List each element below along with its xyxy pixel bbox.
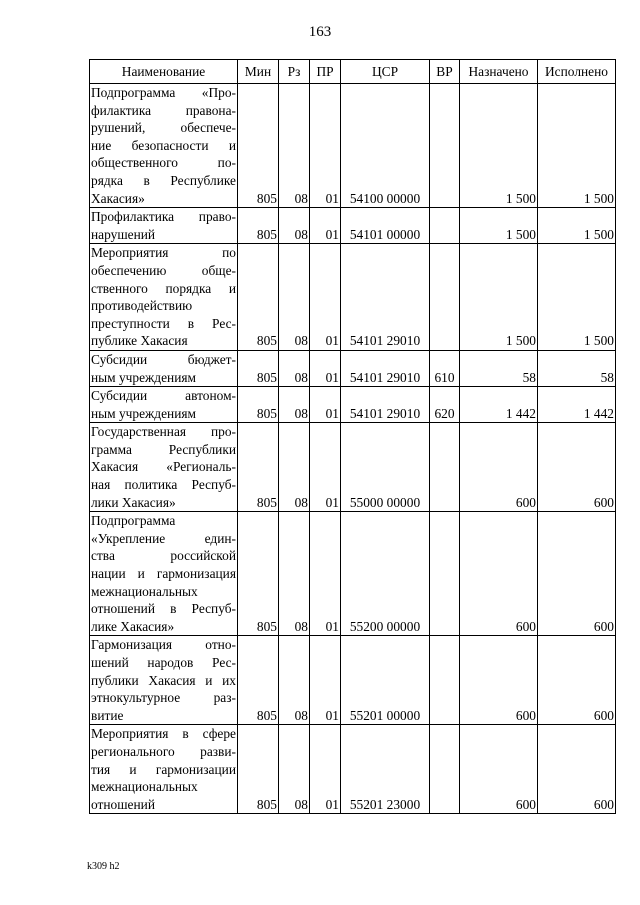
budget-table bbox=[89, 59, 616, 814]
row-min-cell: 805 bbox=[238, 350, 279, 386]
row-name-line: рядка в Республике bbox=[91, 172, 236, 188]
row-min-cell: 805 bbox=[238, 387, 279, 423]
row-vr-cell: 610 bbox=[430, 350, 460, 386]
row-name-line: преступности в Рес- bbox=[91, 315, 236, 331]
row-rz-cell: 08 bbox=[279, 244, 310, 351]
row-csr-cell: 54101 29010 bbox=[341, 387, 430, 423]
row-name-line: ние безопасности и bbox=[91, 137, 236, 153]
row-assigned-cell: 1 442 bbox=[460, 387, 538, 423]
row-name-line: нации и гармонизация bbox=[91, 566, 236, 582]
row-name-line: ная политика Респуб- bbox=[91, 477, 236, 493]
row-name-line: витие bbox=[91, 707, 124, 723]
row-name-line: «Укрепление един- bbox=[91, 530, 236, 546]
row-assigned-cell: 600 bbox=[460, 725, 538, 814]
table-row bbox=[90, 725, 616, 814]
row-name-line: ным учреждениям bbox=[91, 405, 197, 421]
row-rz-cell: 08 bbox=[279, 387, 310, 423]
row-name-line: Подпрограмма «Про- bbox=[91, 85, 236, 100]
row-name-line: отношений в Респуб- bbox=[91, 601, 236, 617]
table-row bbox=[90, 244, 616, 351]
row-min-cell: 805 bbox=[238, 725, 279, 814]
row-assigned-cell: 58 bbox=[460, 350, 538, 386]
row-pr-cell: 01 bbox=[310, 208, 341, 244]
row-name-line: филактика правона- bbox=[91, 102, 236, 118]
row-name-line: Государственная про- bbox=[91, 424, 236, 440]
row-assigned-cell: 600 bbox=[460, 423, 538, 512]
row-name-cell bbox=[90, 512, 238, 636]
row-name-cell bbox=[90, 84, 238, 208]
row-name-line: этнокультурное раз- bbox=[91, 690, 236, 706]
row-name-line: рушений, обеспече- bbox=[91, 120, 236, 136]
row-name-line: лики Хакасия» bbox=[91, 494, 176, 510]
row-executed-cell: 58 bbox=[538, 350, 616, 386]
header-min: Мин bbox=[238, 60, 279, 84]
row-min-cell: 805 bbox=[238, 244, 279, 351]
row-name-line: публики Хакасия и их bbox=[91, 672, 236, 688]
row-csr-cell: 54100 00000 bbox=[341, 84, 430, 208]
row-vr-cell: 620 bbox=[430, 387, 460, 423]
table-row bbox=[90, 636, 616, 725]
row-name-cell bbox=[90, 208, 238, 244]
row-executed-cell: 600 bbox=[538, 512, 616, 636]
row-name-cell bbox=[90, 423, 238, 512]
row-vr-cell bbox=[430, 512, 460, 636]
row-assigned-cell: 600 bbox=[460, 512, 538, 636]
row-min-cell: 805 bbox=[238, 208, 279, 244]
row-pr-cell: 01 bbox=[310, 512, 341, 636]
table-row bbox=[90, 387, 616, 423]
row-name-line: общественного по- bbox=[91, 155, 236, 171]
row-name-line: публике Хакасия bbox=[91, 333, 188, 349]
row-name-line: ным учреждениям bbox=[91, 369, 197, 385]
row-min-cell: 805 bbox=[238, 84, 279, 208]
row-pr-cell: 01 bbox=[310, 423, 341, 512]
row-name-cell bbox=[90, 244, 238, 351]
table-row bbox=[90, 512, 616, 636]
row-assigned-cell: 1 500 bbox=[460, 84, 538, 208]
row-csr-cell: 55201 00000 bbox=[341, 636, 430, 725]
row-pr-cell: 01 bbox=[310, 84, 341, 208]
row-name-line: тия и гармонизации bbox=[91, 761, 236, 777]
row-min-cell: 805 bbox=[238, 512, 279, 636]
row-assigned-cell: 1 500 bbox=[460, 208, 538, 244]
table-row bbox=[90, 423, 616, 512]
row-executed-cell: 1 442 bbox=[538, 387, 616, 423]
row-rz-cell: 08 bbox=[279, 84, 310, 208]
header-vr: ВР bbox=[430, 60, 460, 84]
row-name-line: Субсидии автоном- bbox=[91, 388, 236, 404]
row-name-line: грамма Республики bbox=[91, 441, 236, 457]
row-csr-cell: 55200 00000 bbox=[341, 512, 430, 636]
row-vr-cell bbox=[430, 423, 460, 512]
row-name-line: регионального разви- bbox=[91, 743, 236, 759]
row-name-line: Гармонизация отно- bbox=[91, 637, 236, 653]
header-assigned: Назначено bbox=[460, 60, 538, 84]
row-name-line: Подпрограмма bbox=[91, 513, 176, 529]
page-number: 163 bbox=[308, 24, 332, 40]
row-executed-cell: 600 bbox=[538, 423, 616, 512]
table-header-row bbox=[90, 60, 616, 84]
row-name-line: Субсидии бюджет- bbox=[91, 351, 236, 367]
row-name-line: обеспечению обще- bbox=[91, 262, 236, 278]
row-csr-cell: 54101 29010 bbox=[341, 350, 430, 386]
row-executed-cell: 1 500 bbox=[538, 208, 616, 244]
row-name-line: Мероприятия в сфере bbox=[91, 726, 236, 742]
row-rz-cell: 08 bbox=[279, 725, 310, 814]
row-assigned-cell: 600 bbox=[460, 636, 538, 725]
row-rz-cell: 08 bbox=[279, 208, 310, 244]
row-pr-cell: 01 bbox=[310, 350, 341, 386]
row-csr-cell: 54101 29010 bbox=[341, 244, 430, 351]
row-name-line: шений народов Рес- bbox=[91, 655, 236, 670]
row-executed-cell: 1 500 bbox=[538, 244, 616, 351]
header-pr: ПР bbox=[310, 60, 341, 84]
row-name-cell bbox=[90, 725, 238, 814]
row-csr-cell: 55201 23000 bbox=[341, 725, 430, 814]
table-row bbox=[90, 350, 616, 386]
row-executed-cell: 600 bbox=[538, 636, 616, 725]
table-body bbox=[90, 84, 616, 814]
row-executed-cell: 600 bbox=[538, 725, 616, 814]
header-csr: ЦСР bbox=[341, 60, 430, 84]
row-name-cell bbox=[90, 636, 238, 725]
header-executed: Исполнено bbox=[538, 60, 616, 84]
row-executed-cell: 1 500 bbox=[538, 84, 616, 208]
row-vr-cell bbox=[430, 725, 460, 814]
row-pr-cell: 01 bbox=[310, 387, 341, 423]
row-name-line: ства российской bbox=[91, 548, 236, 564]
row-csr-cell: 55000 00000 bbox=[341, 423, 430, 512]
row-vr-cell bbox=[430, 84, 460, 208]
row-assigned-cell: 1 500 bbox=[460, 244, 538, 351]
row-name-line: Мероприятия по bbox=[91, 245, 236, 261]
row-rz-cell: 08 bbox=[279, 512, 310, 636]
row-name-line: ственного порядка и bbox=[91, 280, 236, 296]
row-name-line: отношений bbox=[91, 796, 155, 812]
row-rz-cell: 08 bbox=[279, 423, 310, 512]
row-name-line: Хакасия» bbox=[91, 190, 145, 206]
header-name: Наименование bbox=[90, 60, 238, 84]
row-name-line: Хакасия «Региональ- bbox=[91, 459, 236, 475]
table-row bbox=[90, 208, 616, 244]
table-row bbox=[90, 84, 616, 208]
row-rz-cell: 08 bbox=[279, 350, 310, 386]
row-min-cell: 805 bbox=[238, 423, 279, 512]
row-name-line: межнациональных bbox=[91, 779, 198, 795]
row-name-line: лике Хакасия» bbox=[91, 618, 175, 634]
row-name-line: нарушений bbox=[91, 226, 156, 242]
row-name-cell bbox=[90, 387, 238, 423]
row-name-line: Профилактика право- bbox=[91, 209, 236, 225]
row-csr-cell: 54101 00000 bbox=[341, 208, 430, 244]
row-pr-cell: 01 bbox=[310, 725, 341, 814]
row-name-line: противодействию bbox=[91, 298, 193, 314]
footer-code: k309 h2 bbox=[87, 861, 120, 872]
row-rz-cell: 08 bbox=[279, 636, 310, 725]
row-pr-cell: 01 bbox=[310, 636, 341, 725]
row-vr-cell bbox=[430, 208, 460, 244]
row-min-cell: 805 bbox=[238, 636, 279, 725]
row-name-cell bbox=[90, 350, 238, 386]
row-pr-cell: 01 bbox=[310, 244, 341, 351]
header-rz: Рз bbox=[279, 60, 310, 84]
row-vr-cell bbox=[430, 636, 460, 725]
row-name-line: межнациональных bbox=[91, 583, 198, 599]
row-vr-cell bbox=[430, 244, 460, 351]
